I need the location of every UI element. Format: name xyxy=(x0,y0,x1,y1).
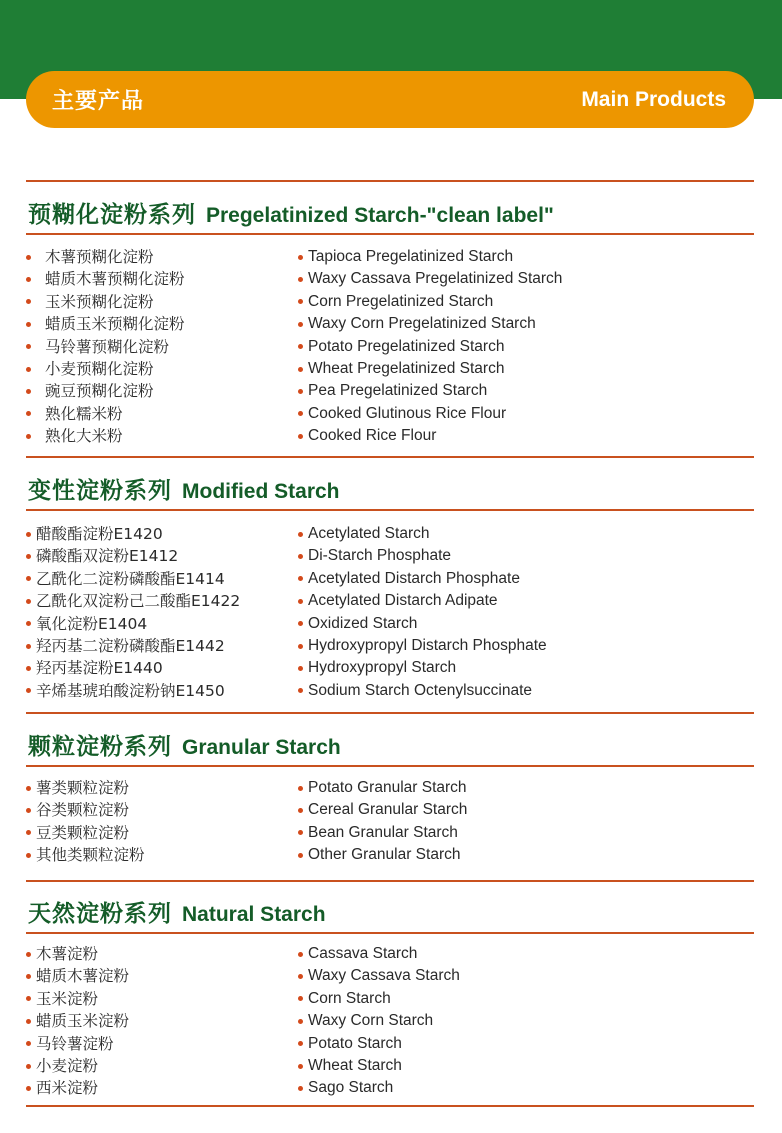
list-item: 西米淀粉 xyxy=(26,1077,129,1099)
section-top-rule xyxy=(26,456,754,458)
section-title-en: Natural Starch xyxy=(182,903,326,926)
list-item: Cooked Rice Flour xyxy=(298,425,562,447)
bullet-icon xyxy=(26,786,31,791)
bullet-icon xyxy=(26,277,31,282)
list-item: Acetylated Distarch Adipate xyxy=(298,590,547,612)
bullet-icon xyxy=(26,367,31,372)
bullet-icon xyxy=(298,830,303,835)
list-item: Acetylated Starch xyxy=(298,523,547,545)
list-item: 马铃薯淀粉 xyxy=(26,1033,129,1055)
section-title-cn: 预糊化淀粉系列 xyxy=(28,202,196,228)
bullet-icon xyxy=(298,974,303,979)
list-item: Wheat Pregelatinized Starch xyxy=(298,358,562,380)
bullet-icon xyxy=(298,411,303,416)
bullet-icon xyxy=(298,344,303,349)
bullet-icon xyxy=(26,389,31,394)
list-item: 谷类颗粒淀粉 xyxy=(26,799,145,821)
section-title-en: Modified Starch xyxy=(182,480,340,503)
list-item: 辛烯基琥珀酸淀粉钠E1450 xyxy=(26,680,240,702)
bullet-icon xyxy=(26,411,31,416)
bullet-icon xyxy=(298,808,303,813)
bullet-icon xyxy=(298,644,303,649)
list-item: Pea Pregelatinized Starch xyxy=(298,380,562,402)
bullet-icon xyxy=(26,952,31,957)
list-item: Hydroxypropyl Distarch Phosphate xyxy=(298,635,547,657)
list-item: Bean Granular Starch xyxy=(298,822,467,844)
product-list-en xyxy=(298,523,547,702)
list-item: 马铃薯预糊化淀粉 xyxy=(26,336,185,358)
bullet-icon xyxy=(298,996,303,1001)
list-item: 小麦预糊化淀粉 xyxy=(26,358,185,380)
product-list-en xyxy=(298,246,562,448)
product-list-en xyxy=(298,943,460,1100)
banner-title-cn: 主要产品 xyxy=(52,89,145,114)
section-title-cn: 天然淀粉系列 xyxy=(28,901,172,927)
list-item: 蜡质玉米预糊化淀粉 xyxy=(26,313,185,335)
list-item: Tapioca Pregelatinized Starch xyxy=(298,246,562,268)
list-item: 羟丙基二淀粉磷酸酯E1442 xyxy=(26,635,240,657)
bullet-icon xyxy=(298,853,303,858)
bullet-icon xyxy=(26,974,31,979)
list-item: Potato Pregelatinized Starch xyxy=(298,336,562,358)
product-list-cn xyxy=(26,943,129,1100)
product-list-cn xyxy=(26,246,185,448)
section-title xyxy=(28,196,554,229)
list-item: 玉米淀粉 xyxy=(26,988,129,1010)
list-item: Potato Granular Starch xyxy=(298,777,467,799)
list-item: Corn Starch xyxy=(298,988,460,1010)
list-item: Waxy Corn Pregelatinized Starch xyxy=(298,313,562,335)
bullet-icon xyxy=(298,952,303,957)
bullet-icon xyxy=(298,1019,303,1024)
bullet-icon xyxy=(298,322,303,327)
bullet-icon xyxy=(298,1064,303,1069)
bullet-icon xyxy=(26,576,31,581)
section-title-rule xyxy=(26,765,754,767)
list-item: 其他类颗粒淀粉 xyxy=(26,844,145,866)
list-item: Oxidized Starch xyxy=(298,613,547,635)
list-item: Waxy Cassava Pregelatinized Starch xyxy=(298,268,562,290)
bullet-icon xyxy=(26,644,31,649)
section-title-en: Granular Starch xyxy=(182,736,341,759)
list-item: Cooked Glutinous Rice Flour xyxy=(298,403,562,425)
list-item: Sago Starch xyxy=(298,1077,460,1099)
list-item: Hydroxypropyl Starch xyxy=(298,657,547,679)
bullet-icon xyxy=(26,532,31,537)
bullet-icon xyxy=(26,255,31,260)
bullet-icon xyxy=(26,599,31,604)
bullet-icon xyxy=(298,576,303,581)
bullet-icon xyxy=(26,830,31,835)
list-item: Cereal Granular Starch xyxy=(298,799,467,821)
section-top-rule xyxy=(26,880,754,882)
section-title-rule xyxy=(26,932,754,934)
list-item: 氧化淀粉E1404 xyxy=(26,613,240,635)
list-item: 羟丙基淀粉E1440 xyxy=(26,657,240,679)
bullet-icon xyxy=(298,666,303,671)
bullet-icon xyxy=(298,299,303,304)
section-bottom-rule xyxy=(26,1105,754,1107)
bullet-icon xyxy=(26,996,31,1001)
product-list-en xyxy=(298,777,467,867)
section-title xyxy=(28,728,341,761)
bullet-icon xyxy=(26,621,31,626)
bullet-icon xyxy=(298,532,303,537)
bullet-icon xyxy=(26,1041,31,1046)
list-item: Di-Starch Phosphate xyxy=(298,545,547,567)
section-title-rule xyxy=(26,233,754,235)
list-item: 熟化糯米粉 xyxy=(26,403,185,425)
section-top-rule xyxy=(26,180,754,182)
list-item: 玉米预糊化淀粉 xyxy=(26,291,185,313)
bullet-icon xyxy=(298,434,303,439)
list-item: Wheat Starch xyxy=(298,1055,460,1077)
list-item: Acetylated Distarch Phosphate xyxy=(298,568,547,590)
bullet-icon xyxy=(298,786,303,791)
section-title-rule xyxy=(26,509,754,511)
bullet-icon xyxy=(298,1086,303,1091)
bullet-icon xyxy=(298,1041,303,1046)
banner-title-en: Main Products xyxy=(581,87,726,111)
section-title xyxy=(28,472,340,505)
bullet-icon xyxy=(26,322,31,327)
list-item: 熟化大米粉 xyxy=(26,425,185,447)
list-item: Sodium Starch Octenylsuccinate xyxy=(298,680,547,702)
list-item: 乙酰化双淀粉己二酸酯E1422 xyxy=(26,590,240,612)
section-title-en: Pregelatinized Starch-"clean label" xyxy=(206,204,554,227)
bullet-icon xyxy=(298,554,303,559)
list-item: Potato Starch xyxy=(298,1033,460,1055)
bullet-icon xyxy=(298,621,303,626)
bullet-icon xyxy=(26,299,31,304)
bullet-icon xyxy=(298,277,303,282)
list-item: 薯类颗粒淀粉 xyxy=(26,777,145,799)
bullet-icon xyxy=(298,688,303,693)
bullet-icon xyxy=(26,853,31,858)
list-item: Waxy Corn Starch xyxy=(298,1010,460,1032)
list-item: 豌豆预糊化淀粉 xyxy=(26,380,185,402)
section-top-rule xyxy=(26,712,754,714)
bullet-icon xyxy=(298,367,303,372)
bullet-icon xyxy=(298,599,303,604)
list-item: 醋酸酯淀粉E1420 xyxy=(26,523,240,545)
bullet-icon xyxy=(26,666,31,671)
product-list-cn xyxy=(26,777,145,867)
list-item: 磷酸酯双淀粉E1412 xyxy=(26,545,240,567)
section-title-cn: 颗粒淀粉系列 xyxy=(28,734,172,760)
bullet-icon xyxy=(26,554,31,559)
list-item: 小麦淀粉 xyxy=(26,1055,129,1077)
section-title-cn: 变性淀粉系列 xyxy=(28,478,172,504)
product-list-cn xyxy=(26,523,240,702)
list-item: 蜡质玉米淀粉 xyxy=(26,1010,129,1032)
bullet-icon xyxy=(298,389,303,394)
list-item: 蜡质木薯淀粉 xyxy=(26,965,129,987)
main-products-banner xyxy=(26,71,754,128)
list-item: Waxy Cassava Starch xyxy=(298,965,460,987)
bullet-icon xyxy=(26,1019,31,1024)
list-item: Corn Pregelatinized Starch xyxy=(298,291,562,313)
bullet-icon xyxy=(26,434,31,439)
list-item: 豆类颗粒淀粉 xyxy=(26,822,145,844)
bullet-icon xyxy=(26,1086,31,1091)
bullet-icon xyxy=(26,688,31,693)
section-title xyxy=(28,895,326,928)
list-item: Other Granular Starch xyxy=(298,844,467,866)
bullet-icon xyxy=(26,344,31,349)
list-item: 蜡质木薯预糊化淀粉 xyxy=(26,268,185,290)
bullet-icon xyxy=(26,808,31,813)
list-item: 木薯淀粉 xyxy=(26,943,129,965)
list-item: 木薯预糊化淀粉 xyxy=(26,246,185,268)
list-item: Cassava Starch xyxy=(298,943,460,965)
bullet-icon xyxy=(26,1064,31,1069)
bullet-icon xyxy=(298,255,303,260)
list-item: 乙酰化二淀粉磷酸酯E1414 xyxy=(26,568,240,590)
